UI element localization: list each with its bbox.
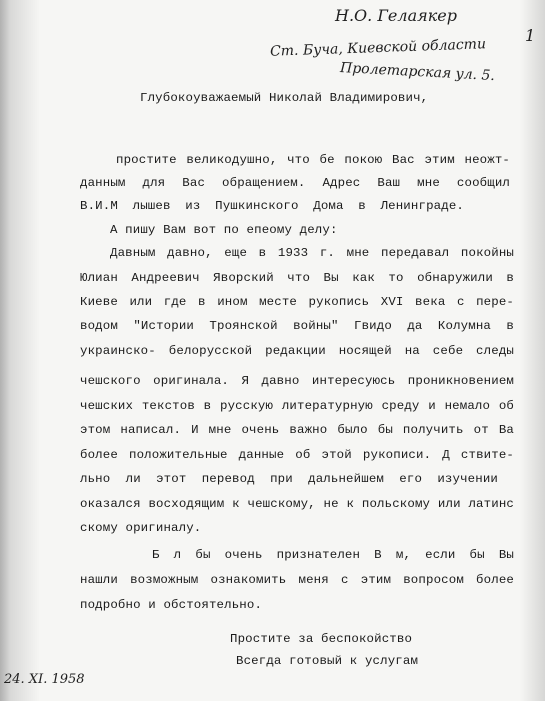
letter-line: более положительные данные об этой рукописи. Д ствите- xyxy=(80,448,514,462)
letter-line: данным для Вас обращением. Адрес Ваш мне сообщил xyxy=(80,176,510,190)
letter-line: скому оригиналу. xyxy=(80,521,202,535)
letter-line: подробно и обстоятельно. xyxy=(80,598,263,612)
handwritten-name: Н.О. Гелаякер xyxy=(335,6,457,25)
letter-line: чешских текстов в русскую литературную среду и немало об xyxy=(80,399,514,413)
handwritten-address-line2: Пролетарская ул. 5. xyxy=(339,59,496,85)
letter-line: Киеве или где в ином месте рукопись ХVI века с пере- xyxy=(80,295,514,309)
closing-line: Простите за беспокойство xyxy=(230,632,413,646)
letter-line: Б л бы очень признателен В м, если бы Вы xyxy=(152,548,514,562)
letter-line: украинско- белорусской редакции носящей на себе следы xyxy=(80,344,514,358)
letter-line: оказался восходящим к чешскому, не к польскому или латинс xyxy=(80,497,514,511)
handwritten-page-number: 1 xyxy=(525,26,536,45)
letter-line: А пишу Вам вот по епеому делу: xyxy=(110,223,338,237)
salutation: Глубокоуважаемый Николай Владимирович, xyxy=(140,91,429,105)
letter-line: этом написал. И мне очень важно было бы получить от Ва xyxy=(80,423,514,437)
handwritten-address-line1: Ст. Буча, Киевской области xyxy=(269,36,487,60)
handwritten-date: 24. XI. 1958 xyxy=(4,672,85,687)
letter-line: водом "Истории Троянской войны" Гвидо да Колумна в xyxy=(80,319,514,333)
letter-line: В.И.М лышев из Пушкинского Дома в Ленинграде. xyxy=(80,199,464,213)
letter-line: простите великодушно, что бе покою Вас этим неожт- xyxy=(116,153,510,167)
letter-line: льно ли этот перевод при дальнейшем его изучении xyxy=(80,472,498,486)
letter-line: Давным давно, еще в 1933 г. мне передавал покойны xyxy=(110,246,514,260)
letter-line: нашли возможным ознакомить меня с этим вопросом более xyxy=(80,573,514,587)
closing-line: Всегда готовый к услугам xyxy=(236,654,419,668)
letter-line: Юлиан Андреевич Яворский что Вы как то обнаружили в xyxy=(80,271,514,285)
letter-line: чешского оригинала. Я давно интересуюсь проникновением xyxy=(80,374,514,388)
